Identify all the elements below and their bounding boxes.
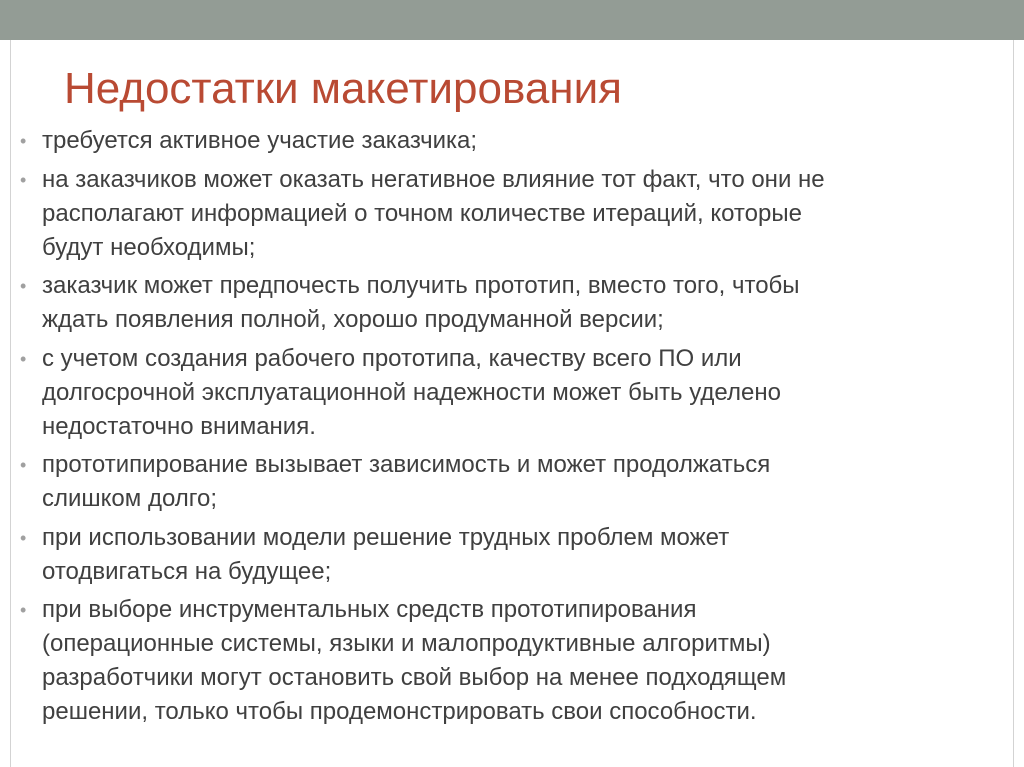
bullet-text-line: с учетом создания рабочего прототипа, качеству всего ПО или	[42, 344, 742, 372]
bullet-dot-icon: •	[20, 276, 27, 296]
bullet-dot-icon: •	[20, 455, 27, 475]
bullet-text-line: на заказчиков может оказать негативное влияние тот факт, что они не	[42, 165, 825, 193]
bullet-dot-icon: •	[20, 348, 27, 369]
bullet-dot-icon: •	[20, 527, 27, 548]
bullet-item	[20, 593, 980, 729]
bullet-dot-icon: •	[20, 169, 27, 190]
bullet-text-line: при выборе инструментальных средств прототипирования	[42, 596, 697, 623]
bullet-dot-icon: •	[20, 131, 27, 151]
bullet-text-line: заказчик может предпочесть получить прототип, вместо того, чтобы	[42, 272, 800, 299]
bullet-text-line: недостаточно внимания.	[42, 412, 316, 440]
bullet-item	[20, 448, 980, 516]
bullet-text-line: (операционные системы, языки и малопродуктивные алгоритмы)	[42, 630, 771, 657]
bullet-text-line: требуется активное участие заказчика;	[42, 127, 478, 154]
bullet-item	[20, 342, 980, 444]
bullet-dot-icon: •	[20, 600, 27, 620]
bullet-item	[20, 269, 980, 337]
bullet-text-line: слишком долго;	[42, 485, 218, 512]
slide-title: Недостатки макетирования	[64, 64, 622, 113]
bullet-text-line: при использовании модели решение трудных проблем может	[42, 523, 730, 551]
bullet-text-line: долгосрочной эксплуатационной надежности может быть уделено	[42, 378, 781, 406]
bullet-text-line: будут необходимы;	[42, 233, 256, 261]
bullet-item	[20, 124, 980, 158]
top-accent-bar	[0, 0, 1024, 40]
bullet-list	[20, 124, 980, 734]
bullet-text-line: ждать появления полной, хорошо продуманной версии;	[42, 306, 664, 333]
bullet-text-line: отодвигаться на будущее;	[42, 557, 332, 585]
bullet-text-line: располагают информацией о точном количестве итераций, которые	[42, 199, 802, 227]
bullet-text-line: прототипирование вызывает зависимость и может продолжаться	[42, 451, 771, 478]
bullet-text-line: разработчики могут остановить свой выбор на менее подходящем	[42, 664, 787, 691]
bullet-item	[20, 163, 980, 265]
bullet-text-line: решении, только чтобы продемонстрировать свои способности.	[42, 698, 757, 725]
bullet-item	[20, 521, 980, 589]
